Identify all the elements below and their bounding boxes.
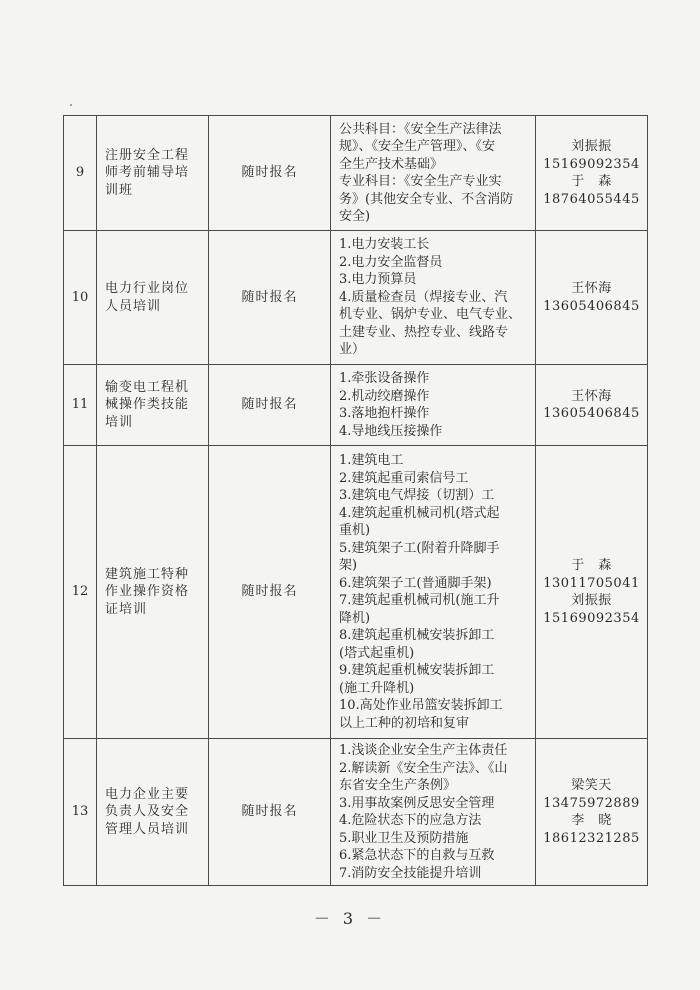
course-name-line: 电力行业岗位 <box>105 281 190 296</box>
content-line: 10.高处作业吊篮安装拆卸工 <box>339 698 503 713</box>
course-name <box>97 739 209 886</box>
registration-time: 随时报名 <box>209 739 331 886</box>
content-line: 6.紧急状态下的自救与互救 <box>339 848 495 863</box>
content-line: 公共科目：《安全生产法律法 <box>339 121 502 137</box>
content-line: 全生产技术基础》 <box>339 156 444 172</box>
content-line: 4.危险状态下的应急方法 <box>339 813 482 828</box>
content-line: 规》、《安全生产管理》、《安 <box>339 139 496 154</box>
course-content <box>331 446 536 739</box>
contact-line: 13475972889 <box>543 795 640 811</box>
course-name-line: 培训 <box>105 414 134 430</box>
content-line: 2.机动绞磨操作 <box>339 388 430 404</box>
contact-info <box>536 739 648 886</box>
content-line: 3.电力预算员 <box>339 272 417 288</box>
contact-line: 王怀海 <box>571 281 612 296</box>
contact-line: 王怀海 <box>571 388 612 404</box>
content-line: 1.电力安装工长 <box>339 237 430 253</box>
course-content <box>331 116 536 231</box>
content-line: 4.导地线压接操作 <box>339 423 443 439</box>
scan-speck <box>70 104 72 106</box>
contact-info <box>536 116 648 231</box>
course-name <box>97 446 209 739</box>
content-line: 6.建筑架子工(普通脚手架) <box>339 575 492 591</box>
course-content <box>331 739 536 886</box>
course-name <box>97 231 209 365</box>
contact-line: 15169092354 <box>543 610 640 626</box>
contact-line: 刘振振 <box>571 139 612 154</box>
content-line: 7.建筑起重机械司机(施工升 <box>339 593 500 608</box>
table-row <box>64 739 648 886</box>
content-line: 2.建筑起重司索信号工 <box>339 470 469 486</box>
table-row <box>64 446 648 739</box>
table-row <box>64 116 648 231</box>
contact-info <box>536 446 648 739</box>
page-number: － 3 － <box>313 909 387 928</box>
course-name-line: 作业操作资格 <box>105 584 190 600</box>
content-line: (施工升降机) <box>339 680 415 696</box>
content-line: 土建专业、热控专业、线路专 <box>339 324 509 340</box>
content-line: 5.建筑架子工(附着升降脚手 <box>339 540 500 556</box>
course-name <box>97 116 209 231</box>
course-name-line: 负责人及安全 <box>105 804 190 820</box>
row-number: 13 <box>64 739 97 886</box>
content-line: 1.浅谈企业安全生产主体责任 <box>339 743 508 758</box>
content-line: 1.建筑电工 <box>339 453 404 468</box>
training-table <box>63 115 648 886</box>
course-name-line: 管理人员培训 <box>105 821 190 837</box>
content-line: 2.电力安全监督员 <box>339 254 443 270</box>
content-line: 机专业、锅炉专业、电气专业、 <box>339 307 522 323</box>
course-name-line: 训班 <box>105 182 134 198</box>
contact-line: 13605406845 <box>543 298 640 314</box>
contact-line: 15169092354 <box>543 156 640 172</box>
course-name-line: 注册安全工程 <box>105 147 190 163</box>
content-line: 架) <box>339 558 358 573</box>
course-content <box>331 231 536 365</box>
registration-time: 随时报名 <box>209 231 331 365</box>
contact-line: 13011705041 <box>543 575 640 591</box>
course-name <box>97 365 209 446</box>
course-name-line: 建筑施工特种 <box>105 566 190 582</box>
contact-line: 18612321285 <box>543 830 640 846</box>
row-number: 12 <box>64 446 97 739</box>
contact-line: 刘振振 <box>571 593 612 608</box>
contact-info <box>536 365 648 446</box>
content-line: 8.建筑起重机械安装拆卸工 <box>339 628 495 643</box>
course-name-line: 人员培训 <box>105 298 162 314</box>
content-line: 东省安全生产条例》 <box>339 778 457 793</box>
content-line: 1.牵张设备操作 <box>339 371 430 386</box>
content-line: 重机) <box>339 523 371 538</box>
content-line: 专业科目：《安全生产专业实 <box>339 174 502 189</box>
contact-line: 18764055445 <box>543 191 640 207</box>
registration-time: 随时报名 <box>209 446 331 739</box>
registration-time: 随时报名 <box>209 116 331 231</box>
contact-info <box>536 231 648 365</box>
row-number: 11 <box>64 365 97 446</box>
content-line: 7.消防安全技能提升培训 <box>339 865 482 881</box>
contact-line: 13605406845 <box>543 406 640 421</box>
content-line: 务》(其他安全专业、不含消防 <box>339 191 514 207</box>
content-line: 3.用事故案例反思安全管理 <box>339 795 495 811</box>
course-name-line: 械操作类技能 <box>105 397 190 413</box>
content-line: 9.建筑起重机械安装拆卸工 <box>339 663 495 678</box>
contact-line: 李 晓 <box>571 813 612 828</box>
content-line: 安全) <box>339 209 371 224</box>
content-line: (塔式起重机) <box>339 645 415 661</box>
content-line: 3.建筑电气焊接（切割）工 <box>339 488 495 503</box>
row-number: 10 <box>64 231 97 365</box>
row-number: 9 <box>64 116 97 231</box>
content-line: 3.落地抱杆操作 <box>339 406 430 421</box>
content-line: 4.建筑起重机械司机(塔式起 <box>339 505 500 521</box>
table-row <box>64 231 648 365</box>
course-name-line: 师考前辅导培 <box>105 165 190 181</box>
course-name-line: 电力企业主要 <box>105 786 190 802</box>
contact-line: 梁笑天 <box>571 778 612 793</box>
contact-line: 于 森 <box>571 558 612 573</box>
course-name-line: 证培训 <box>105 601 148 617</box>
contact-line: 于 森 <box>571 174 612 189</box>
content-line: 以上工种的初培和复审 <box>339 715 470 731</box>
content-line: 降机) <box>339 610 371 626</box>
table-row <box>64 365 648 446</box>
course-name-line: 输变电工程机 <box>105 379 190 395</box>
registration-time: 随时报名 <box>209 365 331 446</box>
content-line: 5.职业卫生及预防措施 <box>339 830 469 846</box>
content-line: 2.解读新《安全生产法》、《山 <box>339 760 508 776</box>
content-line: 业） <box>339 342 366 358</box>
course-content <box>331 365 536 446</box>
content-line: 4.质量检查员（焊接专业、汽 <box>339 289 508 305</box>
